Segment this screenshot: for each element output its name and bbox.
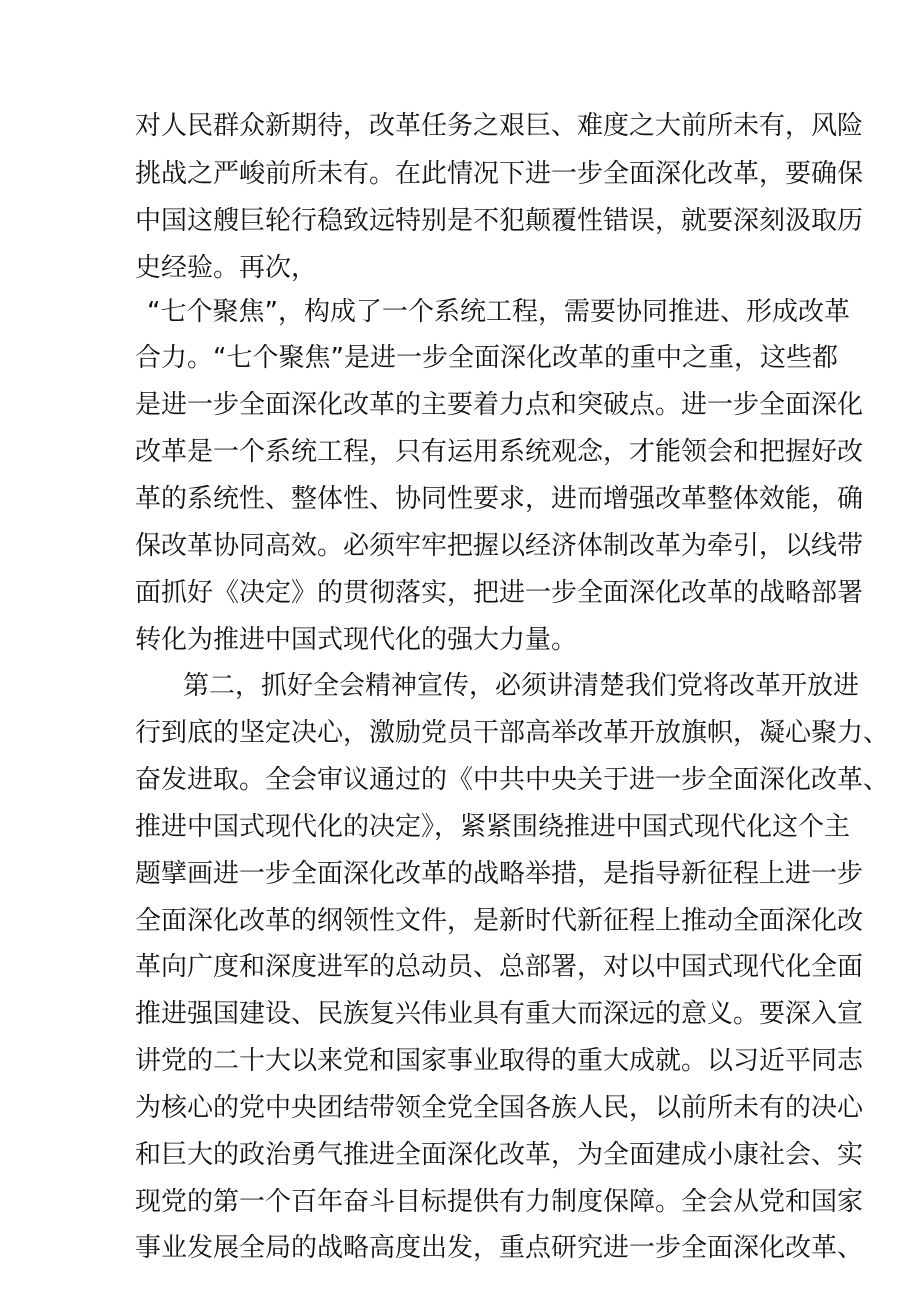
text-line: 推进中国式现代化的决定》，紧紧围绕推进中国式现代化这个主 (135, 812, 851, 842)
text-line: 事业发展全局的战略高度出发，重点研究进一步全面深化改革、 (135, 1233, 864, 1263)
text-line: 合力。“七个聚焦”是进一步全面深化改革的重中之重，这些都 (135, 343, 838, 373)
text-line: 对人民群众新期待，改革任务之艰巨、难度之大前所未有，风险 (135, 111, 864, 141)
text-line: 行到底的坚定决心，激励党员干部高举改革开放旗帜，凝心聚力、 (135, 718, 890, 748)
text-line: 和巨大的政治勇气推进全面深化改革，为全面建成小康社会、实 (135, 1140, 864, 1170)
text-line: 挑战之严峻前所未有。在此情况下进一步全面深化改革，要确保 (135, 159, 864, 189)
text-line: 史经验。再次， (135, 253, 318, 283)
text-line: 题擘画进一步全面深化改革的战略举措，是指导新征程上进一步 (135, 859, 864, 889)
text-line: 改革是一个系统工程，只有运用系统观念，才能领会和把握好改 (135, 437, 864, 467)
text-line: 转化为推进中国式现代化的强大力量。 (135, 625, 578, 655)
text-line: 革的系统性、整体性、协同性要求，进而增强改革整体效能，确 (135, 484, 864, 514)
text-line: 是进一步全面深化改革的主要着力点和突破点。进一步全面深化 (135, 390, 864, 420)
paragraph-start-line: 第二，抓好全会精神宣传，必须讲清楚我们党将改革开放进 (183, 671, 860, 701)
text-line: 面抓好《决定》的贯彻落实，把进一步全面深化改革的战略部署 (135, 578, 864, 608)
text-line: 中国这艘巨轮行稳致远特别是不犯颠覆性错误，就要深刻汲取历 (135, 206, 864, 236)
text-line: “七个聚焦”，构成了一个系统工程，需要协同推进、形成改革 (147, 297, 850, 327)
text-line: 奋发进取。全会审议通过的《中共中央关于进一步全面深化改革、 (135, 765, 890, 795)
text-line: 推进强国建设、民族复兴伟业具有重大而深远的意义。要深入宣 (135, 999, 864, 1029)
text-line: 为核心的党中央团结带领全党全国各族人民，以前所未有的决心 (135, 1093, 864, 1123)
text-line: 现党的第一个百年奋斗目标提供有力制度保障。全会从党和国家 (135, 1187, 864, 1217)
text-line: 保改革协同高效。必须牢牢把握以经济体制改革为牵引，以线带 (135, 531, 864, 561)
text-line: 讲党的二十大以来党和国家事业取得的重大成就。以习近平同志 (135, 1046, 864, 1076)
text-line: 革向广度和深度进军的总动员、总部署，对以中国式现代化全面 (135, 952, 864, 982)
text-line: 全面深化改革的纲领性文件，是新时代新征程上推动全面深化改 (135, 906, 864, 936)
